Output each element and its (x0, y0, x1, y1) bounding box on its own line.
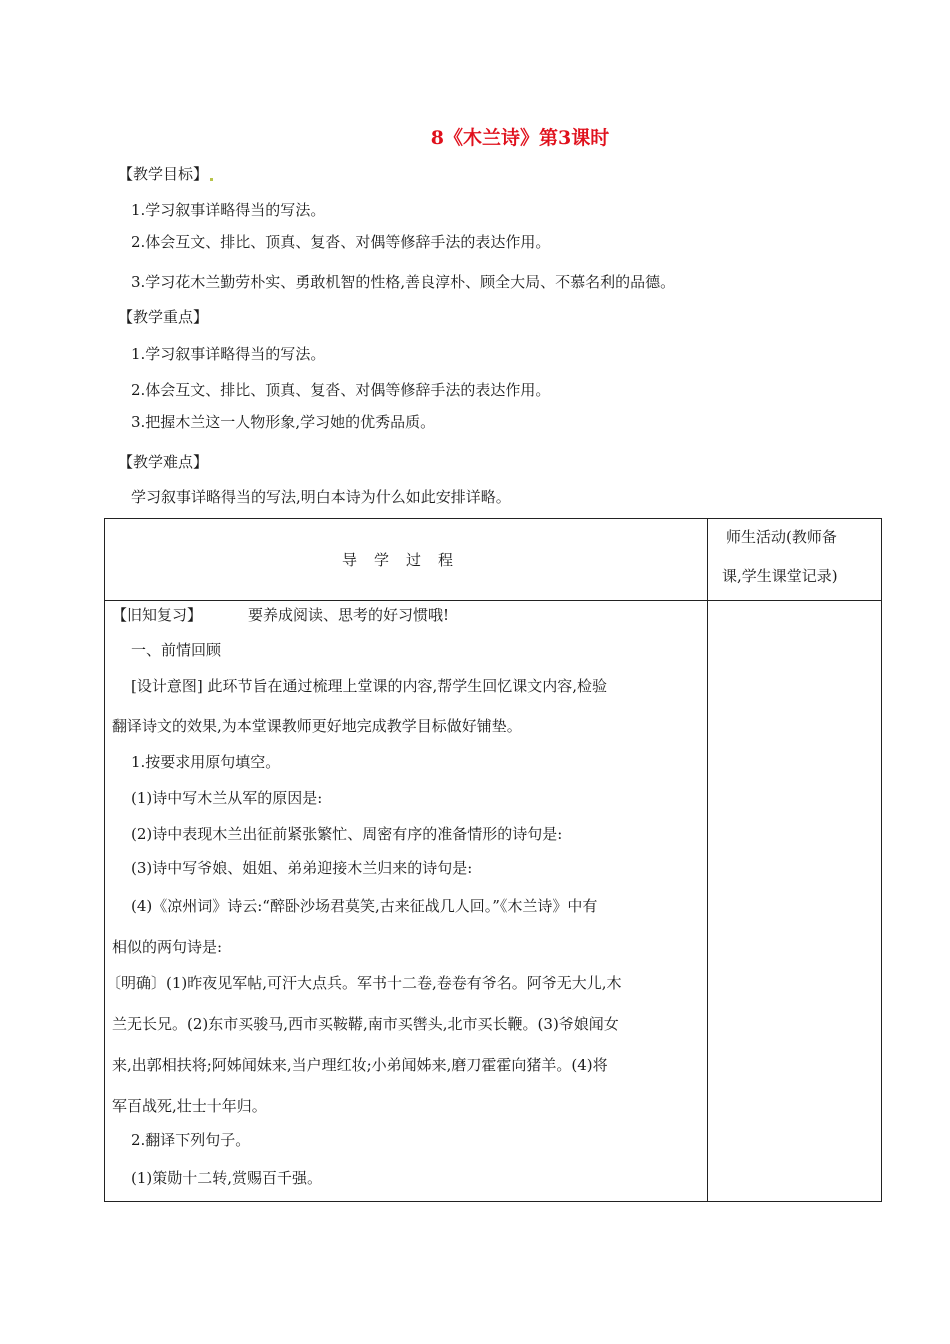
objective-item-3: 3.学习花木兰勤劳朴实、勇敢机智的性格,善良淳朴、顾全大局、不慕名利的品德。 (131, 273, 676, 291)
difficulties-text: 学习叙事详略得当的写法,明白本诗为什么如此安排详略。 (131, 488, 511, 506)
objective-item-1: 1.学习叙事详略得当的写法。 (131, 201, 326, 219)
translation-item-1: (1)策勋十二转,赏赐百千强。 (131, 1169, 323, 1187)
answer-line-1: 〔明确〕(1)昨夜见军帖,可汗大点兵。军书十二卷,卷卷有爷名。阿爷无大儿,木 (106, 974, 622, 992)
answer-line-4: 军百战死,壮士十年归。 (112, 1097, 267, 1115)
page-title: 8《木兰诗》第3课时 (430, 127, 610, 149)
difficulties-heading: 【教学难点】 (118, 453, 209, 471)
design-intent-line-1: [设计意图] 此环节旨在通过梳理上堂课的内容,帮学生回忆课文内容,检验 (131, 677, 608, 695)
key-points-heading: 【教学重点】 (118, 308, 209, 326)
question-1: (1)诗中写木兰从军的原因是: (131, 789, 323, 807)
design-intent-line-2: 翻译诗文的效果,为本堂课教师更好地完成教学目标做好铺垫。 (112, 717, 522, 735)
objectives-heading: 【教学目标】 (118, 164, 213, 184)
task-2: 2.翻译下列句子。 (131, 1131, 251, 1149)
side-header-line-1: 师生活动(教师备 (726, 528, 837, 546)
key-point-item-1: 1.学习叙事详略得当的写法。 (131, 345, 326, 363)
objective-item-2: 2.体会互文、排比、顶真、复沓、对偶等修辞手法的表达作用。 (131, 233, 551, 251)
table-column-divider (707, 518, 708, 1202)
table-header-side (708, 519, 881, 600)
question-2: (2)诗中表现木兰出征前紧张繁忙、周密有序的准备情形的诗句是: (131, 825, 563, 843)
table-header-main: 导学过程 (341, 551, 470, 569)
answer-line-2: 兰无长兄。(2)东市买骏马,西市买鞍鞯,南市买辔头,北市买长鞭。(3)爷娘闻女 (112, 1015, 619, 1033)
key-point-item-3: 3.把握木兰这一人物形象,学习她的优秀品质。 (131, 413, 436, 431)
review-slogan: 要养成阅读、思考的好习惯哦! (248, 606, 450, 624)
marker-dot (210, 178, 213, 181)
task-1: 1.按要求用原句填空。 (131, 753, 281, 771)
key-point-item-2: 2.体会互文、排比、顶真、复沓、对偶等修辞手法的表达作用。 (131, 381, 551, 399)
section-1-title: 一、前情回顾 (131, 641, 222, 659)
answer-line-3: 来,出郭相扶将;阿姊闻妹来,当户理红妆;小弟闻姊来,磨刀霍霍向猪羊。(4)将 (112, 1056, 608, 1074)
review-heading: 【旧知复习】 (112, 606, 203, 624)
side-header-line-2: 课,学生课堂记录) (722, 567, 838, 585)
question-3: (3)诗中写爷娘、姐姐、弟弟迎接木兰归来的诗句是: (131, 859, 473, 877)
question-4-line-1: (4)《凉州词》诗云:“醉卧沙场君莫笑,古来征战几人回。”《木兰诗》中有 (131, 897, 598, 915)
table-header-divider (104, 600, 882, 601)
question-4-line-2: 相似的两句诗是: (112, 938, 223, 956)
